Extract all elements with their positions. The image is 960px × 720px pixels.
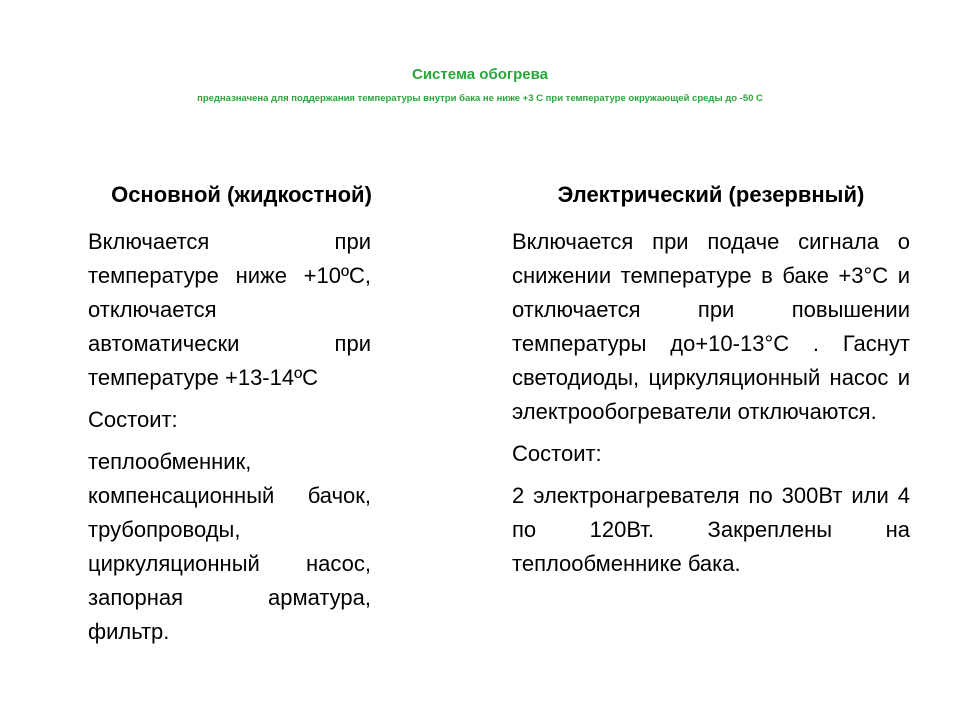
left-column bbox=[88, 177, 371, 657]
right-column bbox=[512, 177, 910, 589]
right-paragraph-components: 2 электронагревателя по 300Вт или 4 по 120Вт. Закреплены на теплообменнике бака. bbox=[512, 483, 910, 576]
left-paragraph-components: теплообменник, компенсационный бачок, трубопроводы, циркуляционный насос, запорная арматура, фильтр. bbox=[88, 449, 371, 644]
left-paragraph-composition-label: Состоит: bbox=[88, 407, 178, 432]
right-paragraph-activation: Включается при подаче сигнала о снижении температуре в баке +3°С и отключается при повышении температуры до+10-13°С . Гаснут светодиоды, циркуляционный насос и электрообогреватели отключаются. bbox=[512, 229, 910, 424]
slide-subtitle: предназначена для поддержания температуры внутри бака не ниже +3 С при температуре окружающей среды до -50 С bbox=[197, 93, 763, 104]
slide-title: Система обогрева bbox=[411, 66, 548, 83]
left-paragraph-activation: Включается при температуре ниже +10ºС, отключается автоматически при температуре +13-14ºС bbox=[88, 229, 371, 390]
right-column-heading: Электрический (резервный) bbox=[557, 182, 865, 207]
slide-header bbox=[0, 66, 960, 106]
left-column-heading: Основной (жидкостной) bbox=[111, 182, 372, 207]
right-paragraph-composition-label: Состоит: bbox=[512, 441, 602, 466]
